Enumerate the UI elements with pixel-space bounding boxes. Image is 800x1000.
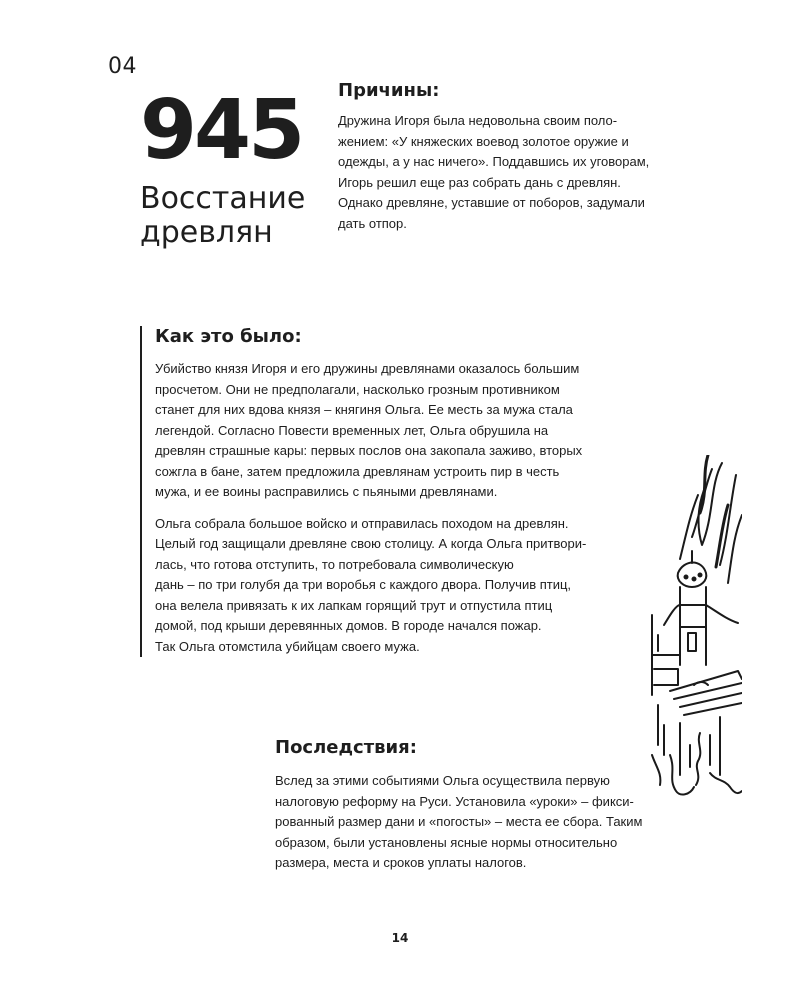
- event-title-line-1: Восстание: [140, 181, 306, 216]
- how-it-was-section: [140, 326, 645, 657]
- event-title: [140, 182, 320, 250]
- text-line: лась, что готова отступить, то потребовала символическую: [155, 556, 514, 572]
- consequences-heading: Последствия:: [275, 737, 417, 758]
- text-line: древлян страшные кары: первых послов она закопала заживо, вторых: [155, 443, 583, 458]
- how-it-was-paragraph-2: [155, 514, 645, 658]
- text-line: налоговую реформу на Руси. Установила «уроки» – фикси-: [275, 793, 634, 809]
- burning-town-sketch-icon: [650, 455, 742, 800]
- text-line: домой, под крыши деревянных домов. В городе начался пожар.: [155, 618, 542, 633]
- chapter-number: 04: [108, 54, 137, 79]
- page-number: 14: [391, 931, 409, 945]
- text-line: рованный размер дани и «погосты» – места ее сбора. Таким: [275, 814, 643, 829]
- consequences-text: [275, 771, 685, 874]
- text-line: станет для них вдова князя – княгиня Ольга. Ее месть за мужа стала: [155, 402, 573, 417]
- text-line: Целый год защищали древляне свою столицу. А когда Ольга притвори-: [155, 536, 587, 551]
- causes-text: [338, 111, 678, 234]
- text-line: Ольга собрала большое войско и отправилась походом на древлян.: [155, 515, 569, 531]
- text-line: жением: «У княжеских воевод золотое оружие и: [338, 133, 629, 149]
- text-line: дань – по три голубя да три воробья с каждого двора. Получив птиц,: [155, 577, 572, 592]
- how-it-was-heading: Как это было:: [155, 326, 302, 347]
- text-line: Убийство князя Игоря и его дружины древлянами оказалось большим: [155, 361, 580, 376]
- text-line: образом, были установлены ясные нормы относительно: [275, 834, 618, 850]
- text-line: одежды, а у нас ничего». Поддавшись их уговорам,: [338, 154, 650, 169]
- event-title-line-2: древлян: [140, 215, 273, 250]
- text-line: Однако древляне, уставшие от поборов, задумали: [338, 195, 645, 210]
- text-line: мужа, и ее воины расправились с пьяными древлянами.: [155, 484, 498, 499]
- causes-section: [338, 80, 678, 234]
- text-line: сожгла в бане, затем предложила древлянам устроить пир в честь: [155, 463, 560, 479]
- text-line: просчетом. Они не предполагали, насколько грозным противником: [155, 381, 560, 397]
- text-line: размера, места и сроков уплаты налогов.: [275, 855, 527, 870]
- text-line: легендой. Согласно Повести временных лет, Ольга обрушила на: [155, 422, 549, 438]
- consequences-section: [275, 737, 685, 874]
- text-line: Так Ольга отомстила убийцам своего мужа.: [155, 638, 420, 654]
- event-year: 945: [140, 83, 303, 178]
- text-line: Игорь решил еще раз собрать дань с древлян.: [338, 174, 621, 190]
- text-line: она велела привязать к их лапкам горящий трут и отпустила птиц: [155, 597, 553, 613]
- how-it-was-paragraph-1: [155, 359, 645, 503]
- text-line: дать отпор.: [338, 215, 407, 231]
- causes-heading: Причины:: [338, 80, 440, 101]
- text-line: Вслед за этими событиями Ольга осуществила первую: [275, 773, 610, 788]
- text-line: Дружина Игоря была недовольна своим поло-: [338, 113, 618, 128]
